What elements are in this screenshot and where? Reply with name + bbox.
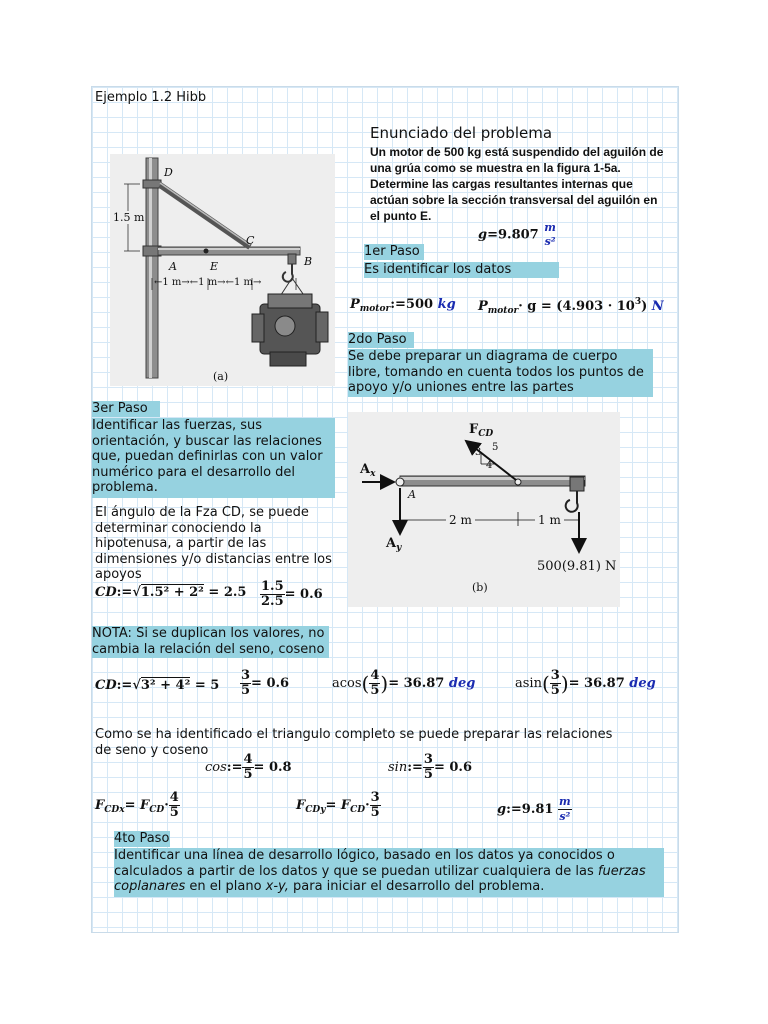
g-value: 9.807 bbox=[498, 227, 539, 243]
ax-subscript: x bbox=[370, 469, 376, 479]
pmotor-value: 500 bbox=[405, 297, 434, 312]
cd-symbol: CD bbox=[95, 678, 117, 693]
ay-letter: A bbox=[386, 536, 397, 551]
load-label: 500(9.81) N bbox=[537, 559, 617, 574]
sin-definition bbox=[388, 753, 472, 782]
asin-unit: deg bbox=[629, 676, 656, 691]
frac-result: = 0.6 bbox=[251, 676, 290, 691]
ax-letter: A bbox=[360, 462, 371, 477]
force-ax bbox=[360, 462, 375, 479]
asin-result: = 36.87 bbox=[568, 676, 625, 691]
ay-subscript: y bbox=[396, 543, 402, 553]
triangle-explanation: Como se ha identificado el triangulo completo se puede preparar las relaciones de seno y coseno bbox=[95, 727, 613, 758]
fcdy-den: 5 bbox=[370, 805, 380, 820]
g-symbol: g bbox=[478, 227, 488, 243]
weight-unit: N bbox=[651, 299, 664, 314]
fcdx-den: 5 bbox=[169, 805, 179, 820]
pmotor-unit: kg bbox=[437, 297, 456, 312]
ratio-2 bbox=[240, 669, 289, 698]
equals-f: = F bbox=[124, 798, 150, 813]
dim-1m: 1 m bbox=[535, 513, 564, 527]
dot: · bbox=[365, 798, 370, 813]
asin-expression: asin( $\frac{3}{5}$ )= 36.87 deg bbox=[515, 668, 656, 698]
step1-text: Es identificar los datos bbox=[364, 262, 559, 278]
radicand: 1.5² + 2² bbox=[140, 585, 204, 600]
frac-den: 5 bbox=[241, 683, 251, 698]
radicand: 3² + 4² bbox=[140, 678, 191, 693]
f-subscript: CDy bbox=[305, 805, 326, 815]
step4-text-b: en el plano bbox=[185, 879, 266, 894]
exponent: 3 bbox=[634, 297, 642, 307]
cos-den: 5 bbox=[243, 767, 253, 782]
gravity-constant-second bbox=[497, 795, 572, 824]
cd-hypotenuse-1: CD:=√1.5² + 2² = 2.5 bbox=[95, 585, 247, 600]
caption-b: (b) bbox=[472, 581, 488, 594]
label-e: E bbox=[210, 260, 219, 273]
unit-num: m bbox=[559, 795, 571, 808]
step4-text-c: para iniciar el desarrollo del problema. bbox=[288, 879, 545, 894]
step2-label: 2do Paso bbox=[348, 332, 414, 348]
crane-diagram bbox=[110, 154, 335, 386]
caption-a: (a) bbox=[213, 370, 229, 383]
dim-bottom: ←1 m→←1 m→←1 m→ bbox=[154, 277, 262, 288]
f-symbol: F bbox=[296, 798, 306, 813]
pmotor-weight bbox=[478, 297, 664, 316]
frac-num: 1.5 bbox=[261, 579, 284, 594]
weight-expression: · g = (4.903 · 10 bbox=[518, 299, 635, 314]
assign: := bbox=[390, 297, 406, 312]
step4-text-a: Identificar una línea de desarrollo lógico, basado en los datos ya conocidos o calculados a partir de los datos y que se puedan utilizar cualquiera de las bbox=[114, 848, 615, 879]
step4-label: 4to Paso bbox=[114, 831, 170, 846]
asin-den: 5 bbox=[550, 683, 560, 698]
unit-den: s² bbox=[559, 810, 571, 823]
asin-fn: asin bbox=[515, 676, 542, 691]
step1-label: 1er Paso bbox=[364, 244, 424, 260]
cos-definition bbox=[205, 753, 292, 782]
statement-text: Un motor de 500 kg está suspendido del aguilón de una grúa como se muestra en la figura 1-5a. Determine las cargas resultantes internas que actúan sobre la sección transversal del aguilón en el punto E. bbox=[370, 145, 664, 223]
tri-5: 5 bbox=[492, 442, 499, 453]
g-unit bbox=[558, 795, 572, 824]
assign: := bbox=[116, 585, 133, 600]
f-subscript: CD bbox=[478, 429, 494, 439]
fbd-diagram bbox=[348, 412, 620, 607]
force-fcd bbox=[469, 422, 493, 439]
dim-height: 1.5 m bbox=[113, 211, 145, 224]
pmotor-definition bbox=[350, 297, 456, 314]
asin-num: 3 bbox=[550, 668, 560, 683]
f-symbol: F bbox=[95, 798, 105, 813]
step3-label: 3er Paso bbox=[92, 401, 160, 417]
assign: := bbox=[506, 802, 522, 817]
page-title: Ejemplo 1.2 Hibb bbox=[95, 90, 207, 105]
assign: := bbox=[226, 760, 243, 775]
cos-num: 4 bbox=[243, 752, 253, 767]
f-subscript: CDx bbox=[104, 805, 125, 815]
cos-symbol: cos bbox=[205, 760, 227, 775]
force-ay bbox=[386, 536, 401, 553]
acos-num: 4 bbox=[370, 668, 380, 683]
fcd-subscript: CD bbox=[350, 805, 366, 815]
frac-result: = 0.6 bbox=[284, 587, 323, 602]
equals: = bbox=[487, 227, 498, 243]
dim-2m: 2 m bbox=[446, 513, 475, 527]
sin-result: = 0.6 bbox=[433, 760, 472, 775]
result: = 5 bbox=[194, 678, 220, 693]
cos-result: = 0.8 bbox=[253, 760, 292, 775]
p-subscript: motor bbox=[487, 306, 519, 316]
fcd-subscript: CD bbox=[149, 805, 165, 815]
p-subscript: motor bbox=[359, 304, 391, 314]
acos-unit: deg bbox=[448, 676, 476, 691]
f-letter: F bbox=[469, 422, 479, 437]
label-c: C bbox=[246, 234, 255, 247]
acos-fn: acos bbox=[332, 676, 362, 691]
close-paren: ) bbox=[641, 299, 648, 314]
unit-num: m bbox=[544, 221, 556, 234]
acos-den: 5 bbox=[370, 683, 380, 698]
sin-den: 5 bbox=[423, 767, 433, 782]
sin-symbol: sin bbox=[388, 760, 408, 775]
sin-num: 3 bbox=[423, 752, 433, 767]
acos-result: = 36.87 bbox=[388, 676, 445, 691]
step2-text: Se debe preparar un diagrama de cuerpo libre, tomando en cuenta todos los puntos de apoyo y/o uniones entre las partes bbox=[348, 349, 653, 397]
statement-heading: Enunciado del problema bbox=[370, 124, 553, 142]
frac-num: 3 bbox=[241, 668, 251, 683]
step4-text bbox=[114, 848, 664, 897]
tri-4: 4 bbox=[486, 460, 493, 471]
label-a: A bbox=[169, 260, 177, 273]
step4-emphasis-1: fuerzas coplanares bbox=[114, 863, 646, 894]
cd-hypotenuse-2: CD:=√3² + 4² = 5 bbox=[95, 678, 220, 693]
unit-den: s² bbox=[544, 235, 556, 248]
ratio-1 bbox=[260, 580, 323, 609]
dot: · bbox=[164, 798, 169, 813]
figure-b-free-body-diagram bbox=[348, 412, 620, 607]
gravity-constant-first bbox=[478, 221, 557, 249]
fcdx-num: 4 bbox=[169, 790, 179, 805]
g-unit bbox=[543, 221, 557, 249]
assign: := bbox=[407, 760, 423, 775]
step3-text: Identificar las fuerzas, sus orientación, y buscar las relaciones que, puedan definirlas con un valor numérico para el desarrollo del problema. bbox=[92, 418, 335, 498]
figure-a-crane bbox=[110, 154, 335, 386]
p-symbol: P bbox=[478, 299, 488, 314]
acos-expression: acos( $\frac{4}{5}$ )= 36.87 deg bbox=[332, 668, 476, 698]
label-d: D bbox=[164, 166, 173, 179]
assign: := bbox=[116, 678, 133, 693]
label-a: A bbox=[408, 488, 416, 501]
result: = 2.5 bbox=[208, 585, 247, 600]
g-value: 9.81 bbox=[521, 802, 554, 817]
fcdx-relation bbox=[95, 791, 180, 820]
g-symbol: g bbox=[497, 802, 507, 817]
equals-f: = F bbox=[325, 798, 351, 813]
angle-explanation: El ángulo de la Fza CD, se puede determinar conociendo la hipotenusa, a partir de las dimensiones y/o distancias entre los apoyos bbox=[95, 505, 332, 582]
fcdy-num: 3 bbox=[370, 790, 380, 805]
fcdy-relation bbox=[296, 791, 381, 820]
note-box: NOTA: Si se duplican los valores, no cambia la relación del seno, coseno bbox=[92, 626, 329, 658]
step4-emphasis-2: x-y, bbox=[265, 879, 289, 894]
tri-3: 3 bbox=[475, 447, 482, 458]
frac-den: 2.5 bbox=[261, 594, 284, 609]
p-symbol: P bbox=[350, 297, 360, 312]
cd-symbol: CD bbox=[95, 585, 117, 600]
label-b: B bbox=[304, 255, 313, 268]
